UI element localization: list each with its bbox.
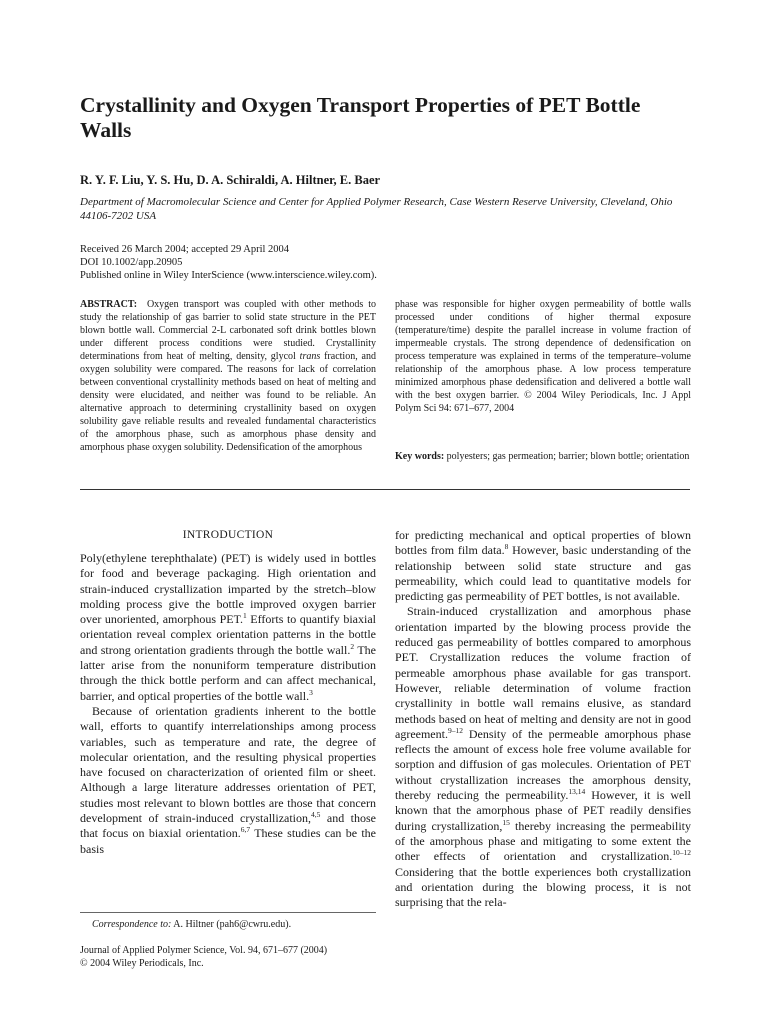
received-date: Received 26 March 2004; accepted 29 April 2004 [80,244,290,255]
abstract-italic-trans: trans [299,351,321,362]
abstract-text-1b: fraction, and oxygen solubility were compared. The reasons for lack of correlation between conventional crystallinity methods based on heat of melting and density were elucidated, and neither was found to be reliable. An alternative approach to determining crystallinity based on oxygen solubility gave reliable results and revealed fundamental characteristics of the amorphous phase, such as amorphous phase density and amorphous phase oxygen solubility. Dedensification of the amorphous [80,351,376,453]
citation-ref: 2 [350,641,355,651]
footnote-divider [80,912,376,913]
header-divider [80,489,690,490]
abstract-text-2: phase was responsible for higher oxygen permeability of bottle walls processed under conditions of higher thermal exposure (temperature/time) despite the parallel increase in volume fraction of impermeable crystals. The strong dependence of dedensification on process temperature was explained in terms of the temperature–volume relationship of the amorphous phase. A low process temperature minimized amorphous phase dedensification and delivered a bottle wall with the best oxygen barrier. © 2004 Wiley Periodicals, Inc. J Appl Polym Sci 94: 671–677, 2004 [395,299,691,414]
correspondence-text: A. Hiltner (pah6@cwru.edu). [171,919,292,930]
text-run: and those that focus on biaxial orientation. [80,811,377,841]
correspondence-label: Correspondence to: [92,919,172,930]
text-run: Because of orientation gradients inherent to the bottle wall, efforts to quantify interrelationships among process variables, such as temperature and rate, the degree of molecular orientation, and the resulting physical properties have focused on characterization of oriented film or sheet. Although a large literature addresses orientation of PET, studies most relevant to blown bottles are those that concern development of strain-induced crystallization, [80,703,376,826]
citation-ref: 1 [243,611,247,621]
text-run: Poly(ethylene terephthalate) (PET) is widely used in bottles for food and beverage packaging. High orientation and strain-induced crystallization imparted by the stretch–blow molding process give the bottle improved oxygen barrier over unoriented, amorphous PET. [80,551,376,627]
text-run: The latter arise from the nonuniform temperature distribution through the thick bottle perform and can affect mechanical, barrier, and optical properties of the bottle wall. [80,642,376,703]
abstract-column-right [395,298,691,415]
journal-footer [80,944,376,970]
citation-ref: 6,7 [240,825,251,835]
keywords-heading: Key words: [395,451,445,462]
text-run: Strain-induced crystallization and amorphous phase orientation imparted by the blowing process provide the reduced gas permeability of bottles compared to amorphous PET. Crystallization reduces the volume fraction of permeable amorphous phase available for gas transport. However, reliable determination of volume fraction crystallinity in bottle wall remains elusive, as standard methods based on heat of melting and density are not in good agreement. [395,604,691,741]
citation-ref: 10–12 [672,848,691,858]
body-column-left [80,528,376,857]
citation-ref: 9–12 [447,725,463,735]
intro-paragraph-4 [395,604,691,910]
published-online: Published online in Wiley InterScience (www.interscience.wiley.com). [80,270,377,281]
text-run: Density of the permeable amorphous phase reflects the amount of excess hole free volume available for sorption and diffusion of gas molecules. Orientation of PET without crystallization increases the amorphous density, thereby reducing the permeability. [395,726,691,803]
citation-ref: 15 [502,817,510,827]
author-list: R. Y. F. Liu, Y. S. Hu, D. A. Schiraldi, A. Hiltner, E. Baer [80,173,381,187]
text-run: However, it is well known that the amorphous phase of PET readily densifies during crystallization, [395,788,691,833]
citation-ref: 4,5 [311,810,321,820]
text-run: for predicting mechanical and optical properties of blown bottles from film data. [395,528,691,558]
abstract-heading: ABSTRACT: [80,299,138,310]
keywords-text: polyesters; gas permeation; barrier; blown bottle; orientation [446,451,690,462]
correspondence-footnote [92,918,376,931]
paper-title: Crystallinity and Oxygen Transport Properties of PET Bottle Walls [80,93,641,142]
body-column-right [395,528,691,910]
text-run: However, basic understanding of the relationship between solid state structure and gas permeability, which could lead to quantitative models for predicting gas permeability of PET bottles, is not available. [395,543,691,604]
intro-paragraph-3 [395,528,691,604]
abstract-text-1a: Oxygen transport was coupled with other methods to study the relationship of gas barrier to solid state structure in the PET blown bottle wall. Commercial 2-L carbonated soft drink bottles blown under different process conditions were studied. Crystallinity determinations from heat of melting, density, glycol [80,299,377,362]
affiliation: Department of Macromolecular Science and Center for Applied Polymer Research, Case Western Reserve University, Cleveland, Ohio 44106-7202 USA [80,196,673,222]
text-run: These studies can be the basis [80,826,376,856]
citation-ref: 8 [504,542,509,552]
copyright-notice: © 2004 Wiley Periodicals, Inc. [80,958,204,969]
intro-paragraph-1 [80,551,376,704]
text-run: Considering that the bottle experiences both crystallization and orientation during the blowing process, it is not surprising that the rela- [395,864,691,910]
publication-info [80,243,690,282]
citation-ref: 13,14 [568,787,586,797]
section-heading-introduction: INTRODUCTION [182,529,274,541]
journal-citation: Journal of Applied Polymer Science, Vol. 94, 671–677 (2004) [80,945,328,956]
text-run: Efforts to quantify biaxial orientation reveal complex orientation patterns in the bottle and strong orientation gradients through the bottle wall. [80,612,376,657]
intro-paragraph-2 [80,704,376,857]
doi: DOI 10.1002/app.20905 [80,257,183,268]
abstract-column-left [80,298,376,454]
citation-ref: 3 [309,687,313,697]
keywords [395,450,691,463]
text-run: thereby increasing the permeability of the amorphous phase and mitigating to some extent the other effects of orientation and crystallization. [395,818,691,864]
